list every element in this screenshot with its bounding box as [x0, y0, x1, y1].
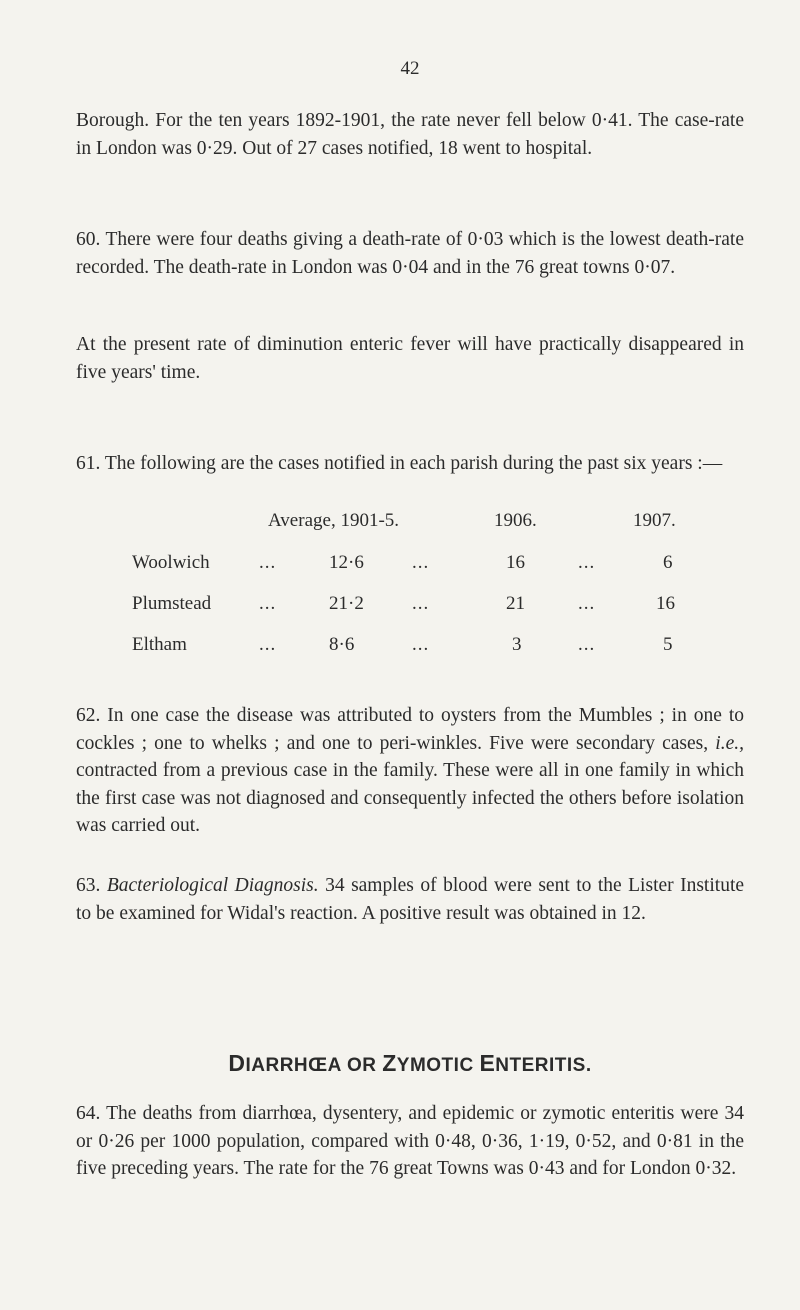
- heading-word-zymotic: YMOTIC: [396, 1055, 474, 1076]
- paragraph-63-text: 34 samples of blood were sent to the Lister Institute to be examined for Widal's reaction. A positive result was obtained in 12.: [76, 875, 745, 924]
- header-1907: 1907.: [633, 510, 676, 531]
- average-value: 8·6: [329, 634, 355, 655]
- heading-word-or: OR: [346, 1055, 377, 1076]
- leader-dots: ...: [578, 634, 596, 655]
- heading-word-enteritis: NTERITIS.: [495, 1055, 592, 1076]
- leader-dots: ...: [259, 593, 277, 614]
- paragraph-borough: Borough. For the ten years 1892-1901, the rate never fell below 0·41. The case-rate in London was 0·29. Out of 27 cases notified, 18 went to hospital.: [76, 110, 744, 159]
- section-heading: [76, 1050, 744, 1077]
- value-1906: 21: [506, 593, 525, 614]
- leader-dots: ...: [412, 634, 430, 655]
- leader-dots: ...: [578, 593, 596, 614]
- paragraph-62: [76, 702, 744, 840]
- header-1906: 1906.: [494, 510, 537, 531]
- leader-dots: ...: [412, 552, 430, 573]
- paragraph-63-number: 63.: [76, 875, 101, 896]
- value-1907: 5: [663, 634, 673, 655]
- table-row: [76, 593, 744, 623]
- paragraph-60: 60. There were four deaths giving a death-rate of 0·03 which is the lowest death-rate recorded. The death-rate in London was 0·04 and in the 76 great towns 0·07.: [76, 229, 744, 278]
- paragraph-62-text: 62. In one case the disease was attributed to oysters from the Mumbles ; in one to cockles ; one to whelks ; and one to peri-winkles. Five were secondary cases, i.e., contracted from a previous case in the family. These were all in one family in which the first case was not diagnosed and consequently infected the others before isolation was carried out.: [76, 705, 744, 836]
- page-number: 42: [400, 58, 420, 79]
- table-header-row: [76, 510, 744, 540]
- parish-name: Plumstead: [132, 593, 212, 614]
- leader-dots: ...: [259, 552, 277, 573]
- parish-name: Eltham: [132, 634, 187, 655]
- paragraph-61: 61. The following are the cases notified in each parish during the past six years :—: [76, 453, 723, 474]
- heading-word-diarrhoea: IARRHŒA: [245, 1055, 342, 1076]
- paragraph-diminution: At the present rate of diminution enteric fever will have practically disappeared in five years' time.: [76, 334, 744, 383]
- leader-dots: ...: [259, 634, 277, 655]
- value-1906: 3: [512, 634, 522, 655]
- value-1906: 16: [506, 552, 525, 573]
- average-value: 21·2: [329, 593, 364, 614]
- table-row: [76, 634, 744, 664]
- paragraph-63: [76, 872, 744, 927]
- value-1907: 16: [656, 593, 675, 614]
- paragraph-63-title: Bacteriological Diagnosis.: [106, 875, 319, 896]
- value-1907: 6: [663, 552, 673, 573]
- heading-cap-e: E: [479, 1050, 496, 1076]
- parish-name: Woolwich: [132, 552, 210, 573]
- heading-cap-z: Z: [382, 1050, 397, 1076]
- leader-dots: ...: [412, 593, 430, 614]
- leader-dots: ...: [578, 552, 596, 573]
- heading-cap-d: D: [228, 1050, 246, 1076]
- header-average: Average, 1901-5.: [268, 510, 400, 531]
- paragraph-64: 64. The deaths from diarrhœa, dysentery, and epidemic or zymotic enteritis were 34 or 0·26 per 1000 population, compared with 0·48, 0·36, 1·19, 0·52, and 0·81 in the five preceding years. The rate for the 76 great Towns was 0·43 and for London 0·32.: [76, 1103, 744, 1179]
- average-value: 12·6: [329, 552, 364, 573]
- table-row: [76, 552, 744, 582]
